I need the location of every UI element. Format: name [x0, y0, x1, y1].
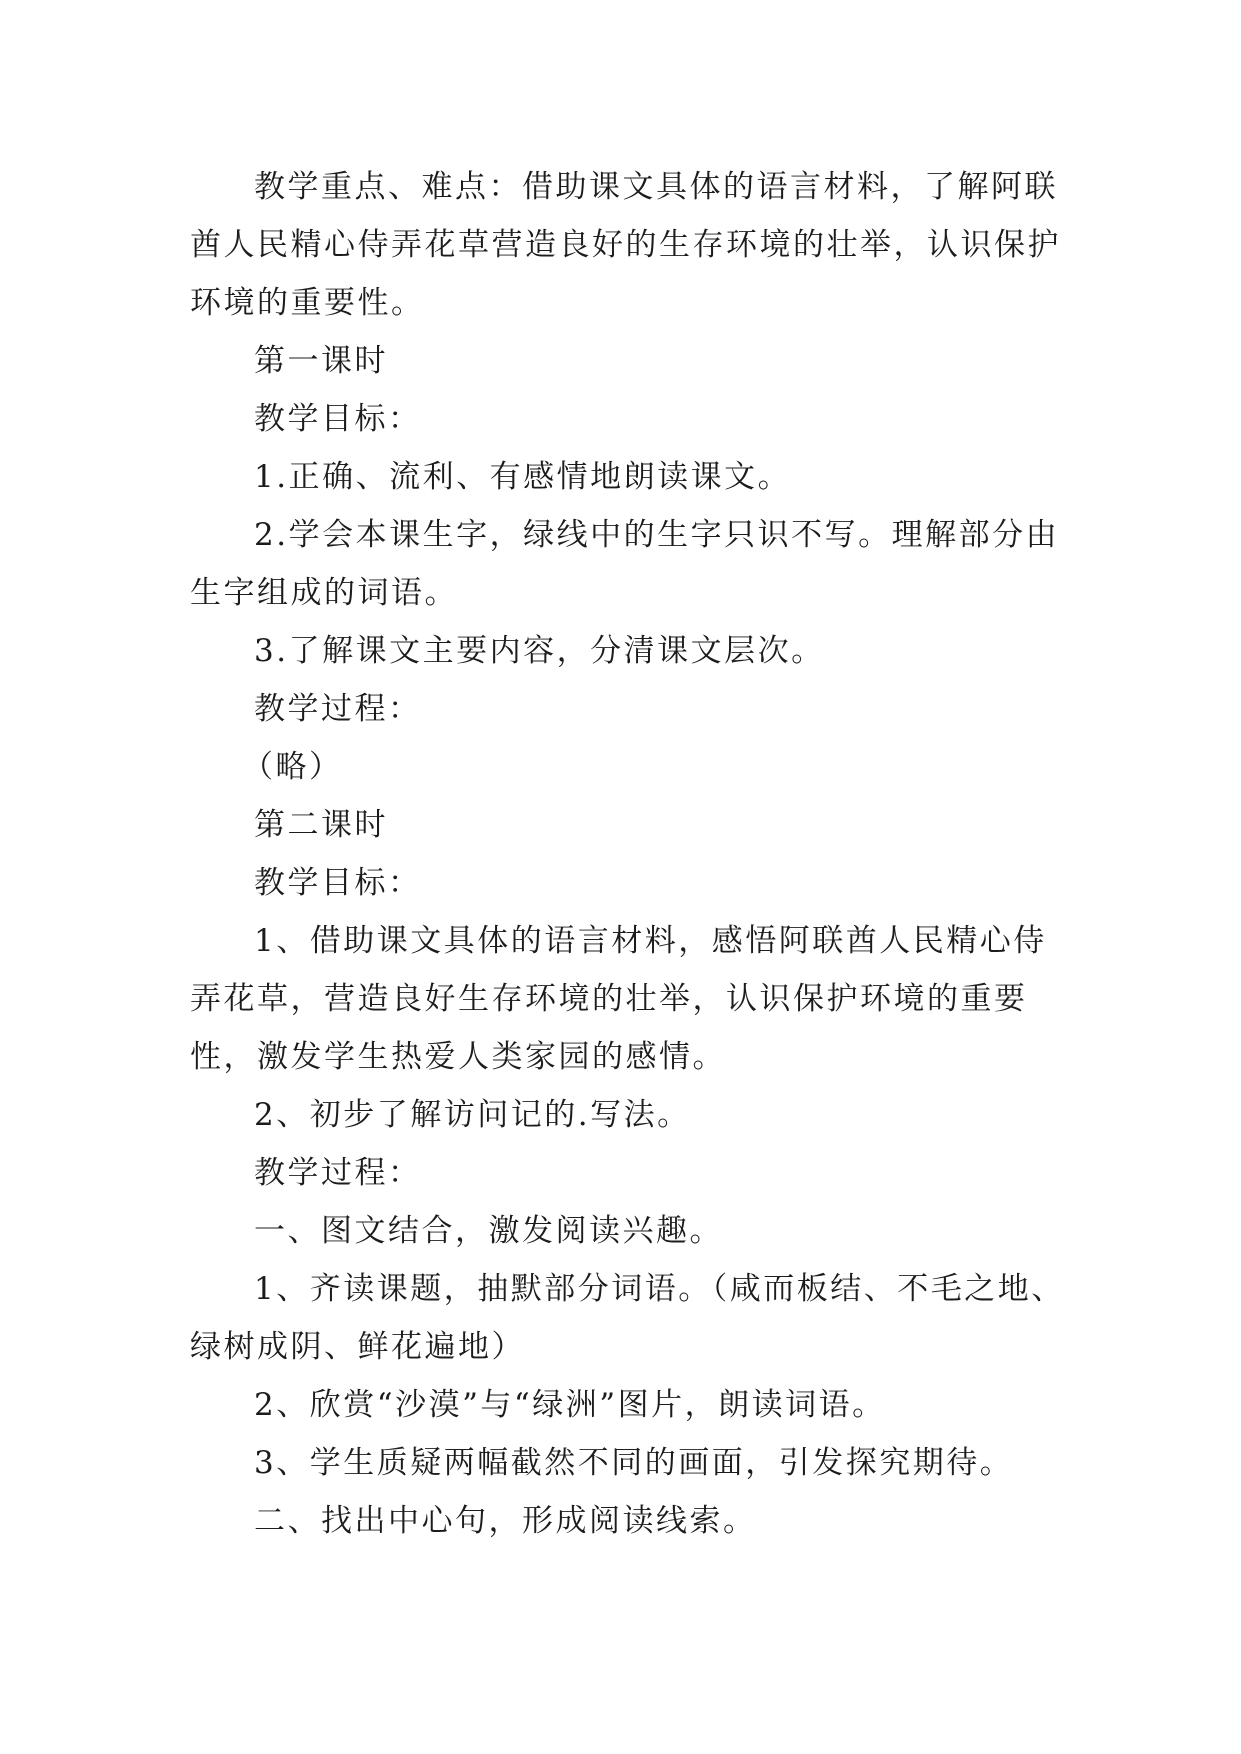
lesson-one-process-omitted: （略） [242, 749, 343, 785]
step-one-item-2: 2、欣赏“沙漠”与“绿洲”图片，朗读词语。 [254, 1387, 886, 1423]
step-one-item-3: 3、学生质疑两幅截然不同的画面，引发探究期待。 [254, 1445, 1014, 1481]
step-one-item-1: 1、齐读课题，抽默部分词语。（咸而板结、不毛之地、绿树成阴、鲜花遍地） [190, 1271, 1065, 1365]
lesson-one-goal-3: 3.了解课文主要内容，分清课文层次。 [254, 633, 825, 669]
lesson-two-goal-1: 1、借助课文具体的语言材料，感悟阿联酋人民精心侍弄花草，营造良好生存环境的壮举，认识保护环境的重要性，激发学生热爱人类家园的感情。 [190, 923, 1047, 1075]
lesson-two-process-heading: 教学过程： [254, 1155, 422, 1191]
lesson-two-goal-2: 2、初步了解访问记的.写法。 [254, 1097, 691, 1133]
lesson-one-heading: 第一课时 [254, 343, 388, 379]
step-one-heading: 一、图文结合，激发阅读兴趣。 [254, 1213, 723, 1249]
lesson-one-goal-2: 2.学会本课生字，绿线中的生字只识不写。理解部分由生字组成的词语。 [190, 517, 1060, 611]
lesson-two-goals-heading: 教学目标： [254, 865, 422, 901]
lesson-one-process-heading: 教学过程： [254, 691, 422, 727]
document-body [190, 158, 1070, 1550]
lesson-one-goal-1: 1.正确、流利、有感情地朗读课文。 [254, 459, 792, 495]
key-points-paragraph: 教学重点、难点：借助课文具体的语言材料，了解阿联酋人民精心侍弄花草营造良好的生存环境的壮举，认识保护环境的重要性。 [190, 169, 1061, 321]
lesson-one-goals-heading: 教学目标： [254, 401, 422, 437]
step-two-heading: 二、找出中心句，形成阅读线索。 [254, 1503, 757, 1539]
lesson-two-heading: 第二课时 [254, 807, 388, 843]
